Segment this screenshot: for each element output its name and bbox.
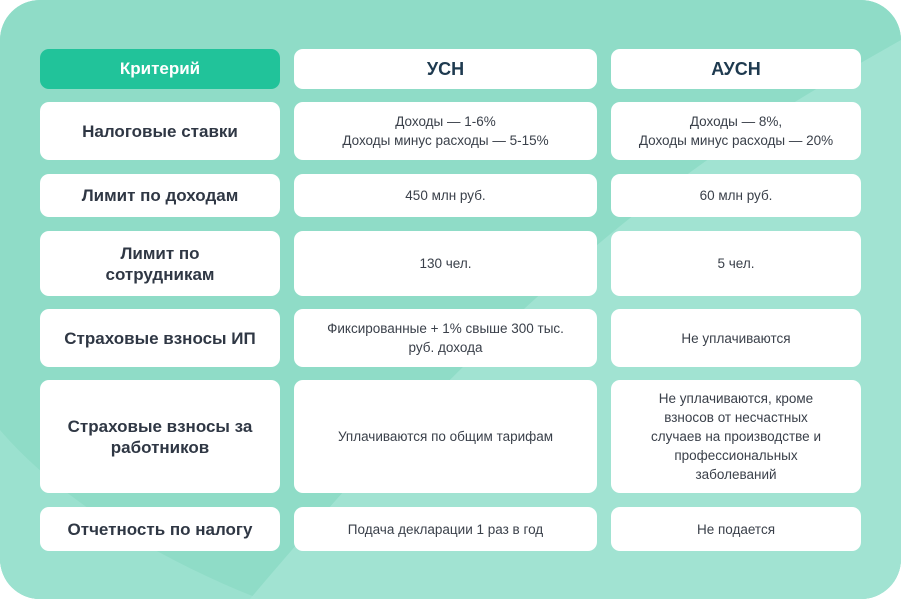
usn-ip-contributions: Фиксированные + 1% свыше 300 тыс. руб. дохода [327, 321, 564, 355]
table-cell-usn [294, 309, 597, 367]
criterion-reporting: Отчетность по налогу [67, 519, 253, 539]
table-row-criterion [40, 380, 280, 493]
table-cell-usn [294, 174, 597, 217]
table-cell-ausn [611, 380, 861, 493]
usn-employee-contributions: Уплачиваются по общим тарифам [337, 429, 554, 444]
table-cell-ausn [611, 231, 861, 296]
criterion-income-limit: Лимит по доходам [81, 186, 239, 205]
table-row-criterion [40, 309, 280, 367]
header-usn [294, 49, 597, 89]
ausn-ip-contributions: Не уплачиваются [681, 330, 791, 346]
usn-reporting: Подача декларации 1 раз в год [347, 521, 544, 537]
header-usn-label: УСН [426, 58, 465, 79]
table-cell-ausn [611, 507, 861, 551]
table-cell-usn [294, 380, 597, 493]
usn-employee-limit: 130 чел. [419, 256, 472, 271]
criterion-employee-contributions: Страховые взносы за работников [67, 416, 253, 457]
header-criterion [40, 49, 280, 89]
table-cell-ausn [611, 174, 861, 217]
ausn-employee-contributions: Не уплачиваются, кроме взносов от несчастных случаев на производстве и профессиональных заболеваний [651, 391, 821, 482]
ausn-income-limit: 60 млн руб. [699, 188, 773, 203]
usn-tax-rates: Доходы — 1-6% Доходы минус расходы — 5-15% [342, 114, 549, 148]
table-row-criterion [40, 231, 280, 296]
usn-income-limit: 450 млн руб. [405, 188, 486, 203]
table-cell-usn [294, 231, 597, 296]
header-ausn-label: АУСН [711, 58, 761, 79]
table-row-criterion [40, 174, 280, 217]
table-cell-usn [294, 102, 597, 160]
ausn-reporting: Не подается [696, 521, 776, 537]
table-row-criterion [40, 507, 280, 551]
table-cell-ausn [611, 102, 861, 160]
criterion-tax-rates: Налоговые ставки [82, 121, 238, 141]
criterion-ip-contributions: Страховые взносы ИП [64, 328, 256, 348]
ausn-employee-limit: 5 чел. [717, 256, 755, 271]
table-cell-usn [294, 507, 597, 551]
header-criterion-label: Критерий [119, 59, 201, 78]
table-cell-ausn [611, 309, 861, 367]
header-ausn [611, 49, 861, 89]
table-row-criterion [40, 102, 280, 160]
criterion-employee-limit: Лимит по сотрудникам [105, 243, 215, 284]
ausn-tax-rates: Доходы — 8%, Доходы минус расходы — 20% [638, 114, 834, 148]
